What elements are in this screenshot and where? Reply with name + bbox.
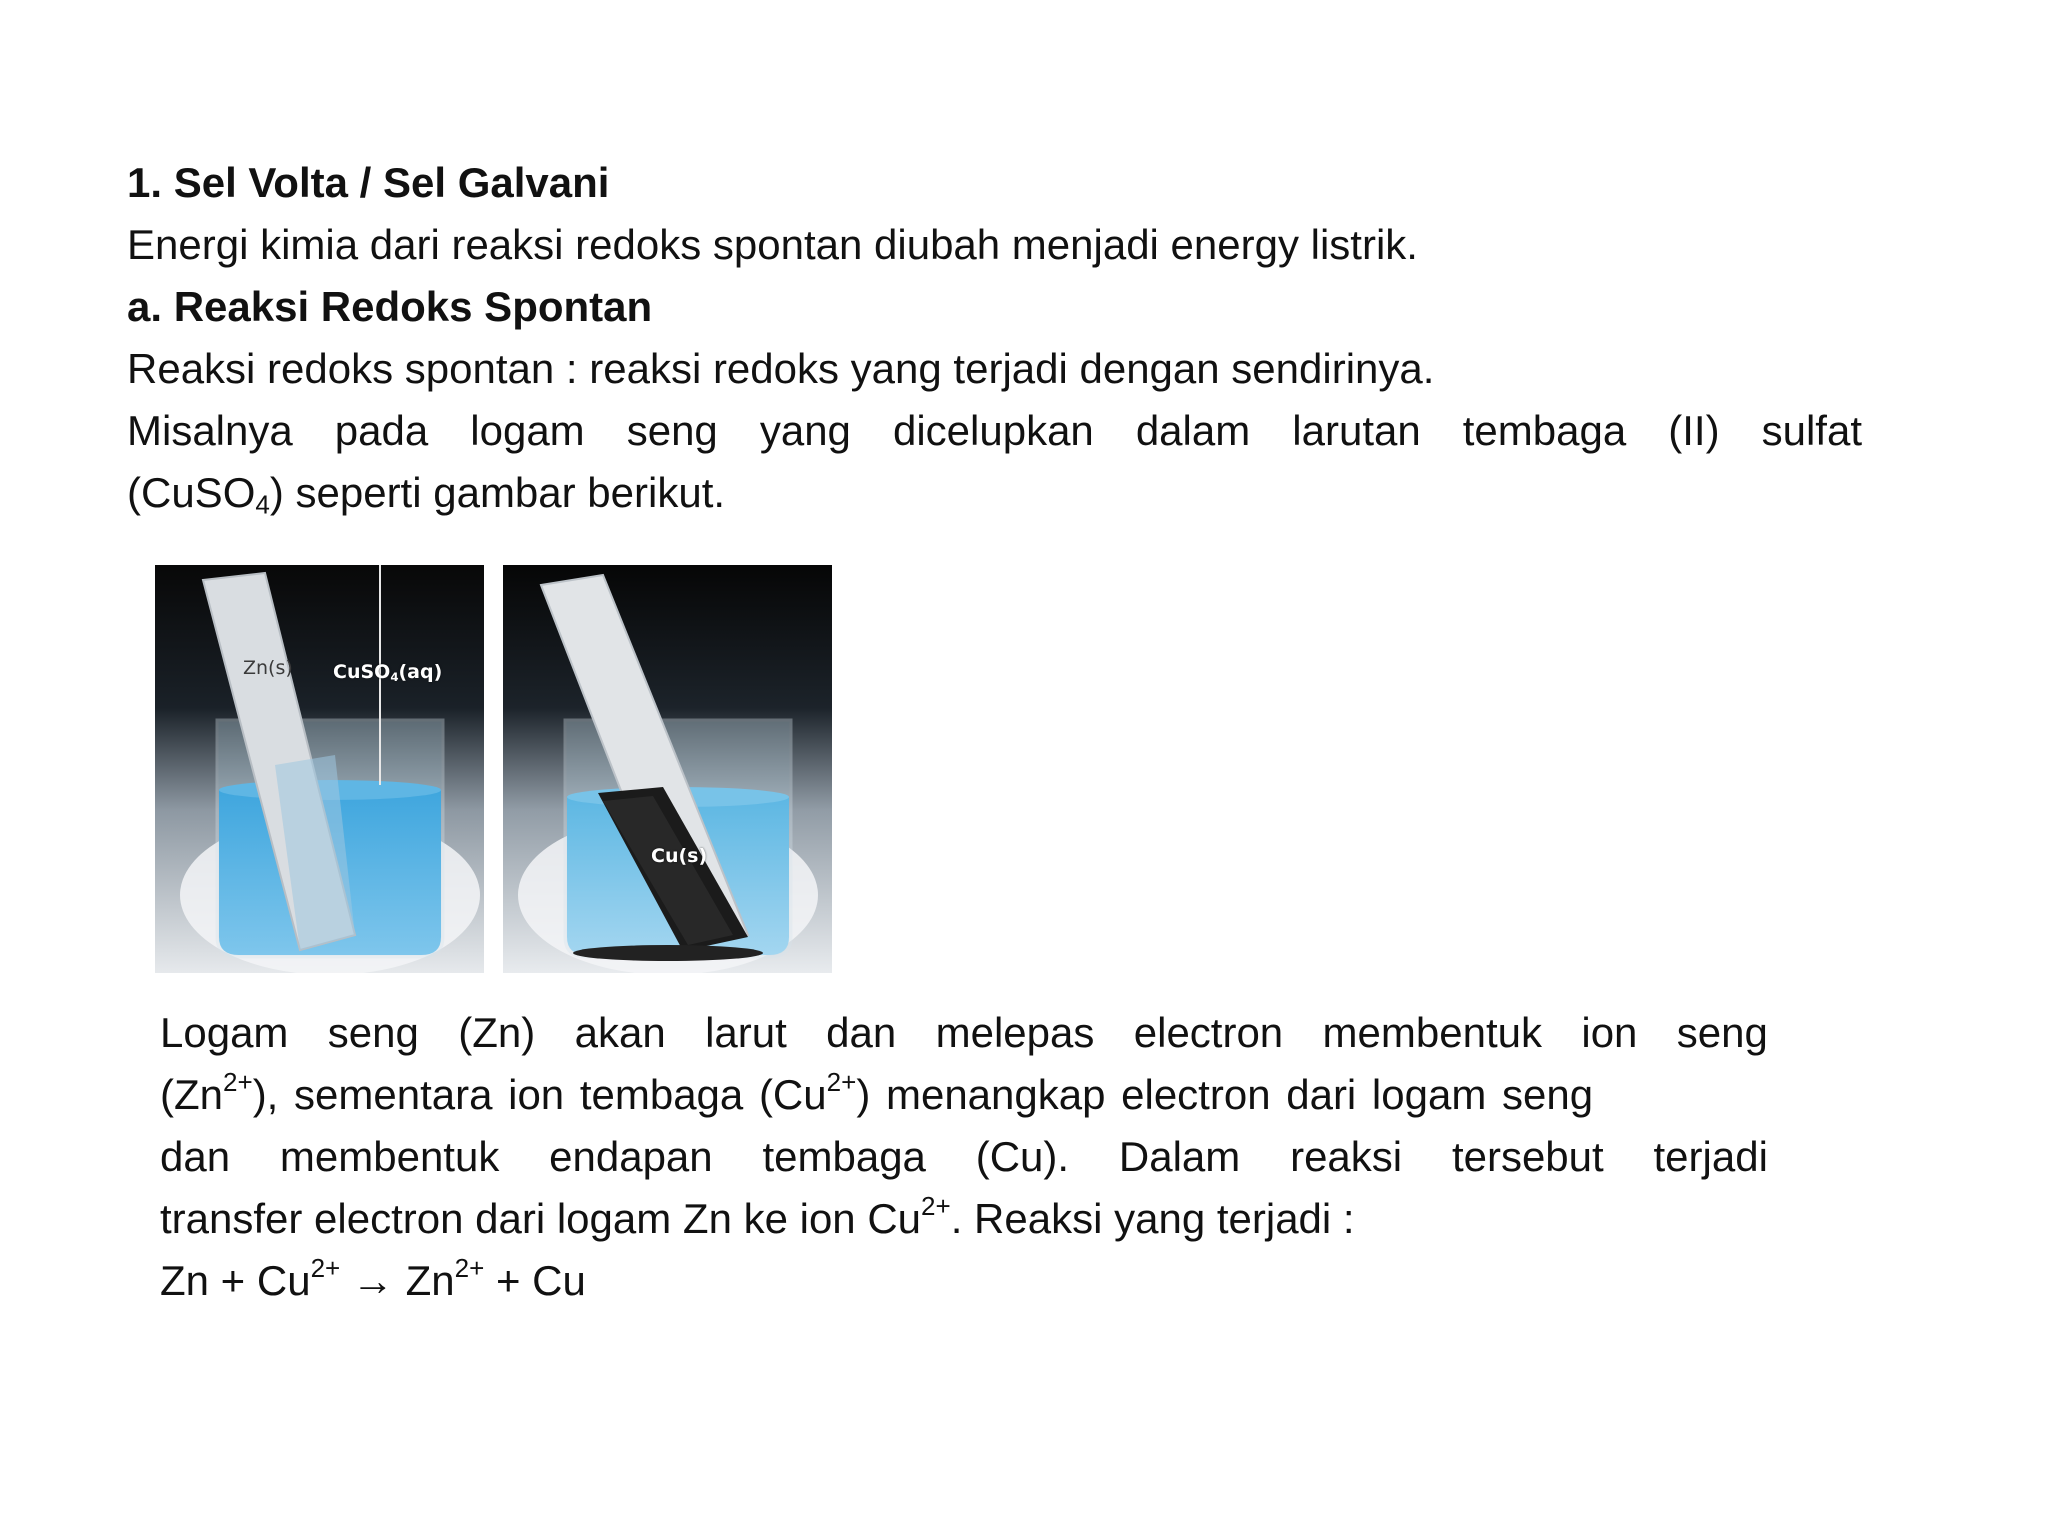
label-cuso4: CuSO$_4$(aq)	[333, 661, 443, 684]
reaction-equation: $Zn + Cu^{2+} \to Zn^{2+} + Cu$	[160, 1252, 586, 1304]
intro-text: Energi kimia dari reaksi redoks spontan diubah menjadi energy listrik.	[127, 221, 1418, 268]
explanation-line-1: Logam seng (Zn) akan larut dan melepas electron membentuk ion seng	[160, 1009, 1768, 1056]
explanation-line-2: $(Zn^{2+})$, sementara ion tembaga $(Cu^{2+})$ menangkap electron dari logam seng	[160, 1066, 1594, 1118]
explanation-line-3: dan membentuk endapan tembaga (Cu). Dalam reaksi tersebut terjadi	[160, 1133, 1768, 1180]
example-line-1: Misalnya pada logam seng yang dicelupkan dalam larutan tembaga (II) sulfat	[127, 407, 1862, 454]
explanation-text	[160, 1002, 1768, 1312]
explanation-line-4: transfer electron dari logam Zn ke ion $Cu^{2+}$. Reaksi yang terjadi :	[160, 1190, 1355, 1242]
definition-text: Reaksi redoks spontan : reaksi redoks yang terjadi dengan sendirinya.	[127, 345, 1435, 392]
label-cu-solid: Cu(s)	[651, 845, 708, 867]
reaction-arrow-icon: →	[340, 1257, 406, 1304]
example-line-2: (CuSO$_4$) seperti gambar berikut.	[127, 469, 726, 520]
photo-zinc-in-cuso4	[155, 565, 484, 973]
label-zn-solid: Zn(s)	[243, 657, 293, 679]
subsection-heading: a. Reaksi Redoks Spontan	[127, 283, 653, 330]
section-heading: 1. Sel Volta / Sel Galvani	[127, 159, 610, 206]
main-text	[127, 152, 1862, 524]
photo-copper-deposit	[503, 565, 832, 973]
